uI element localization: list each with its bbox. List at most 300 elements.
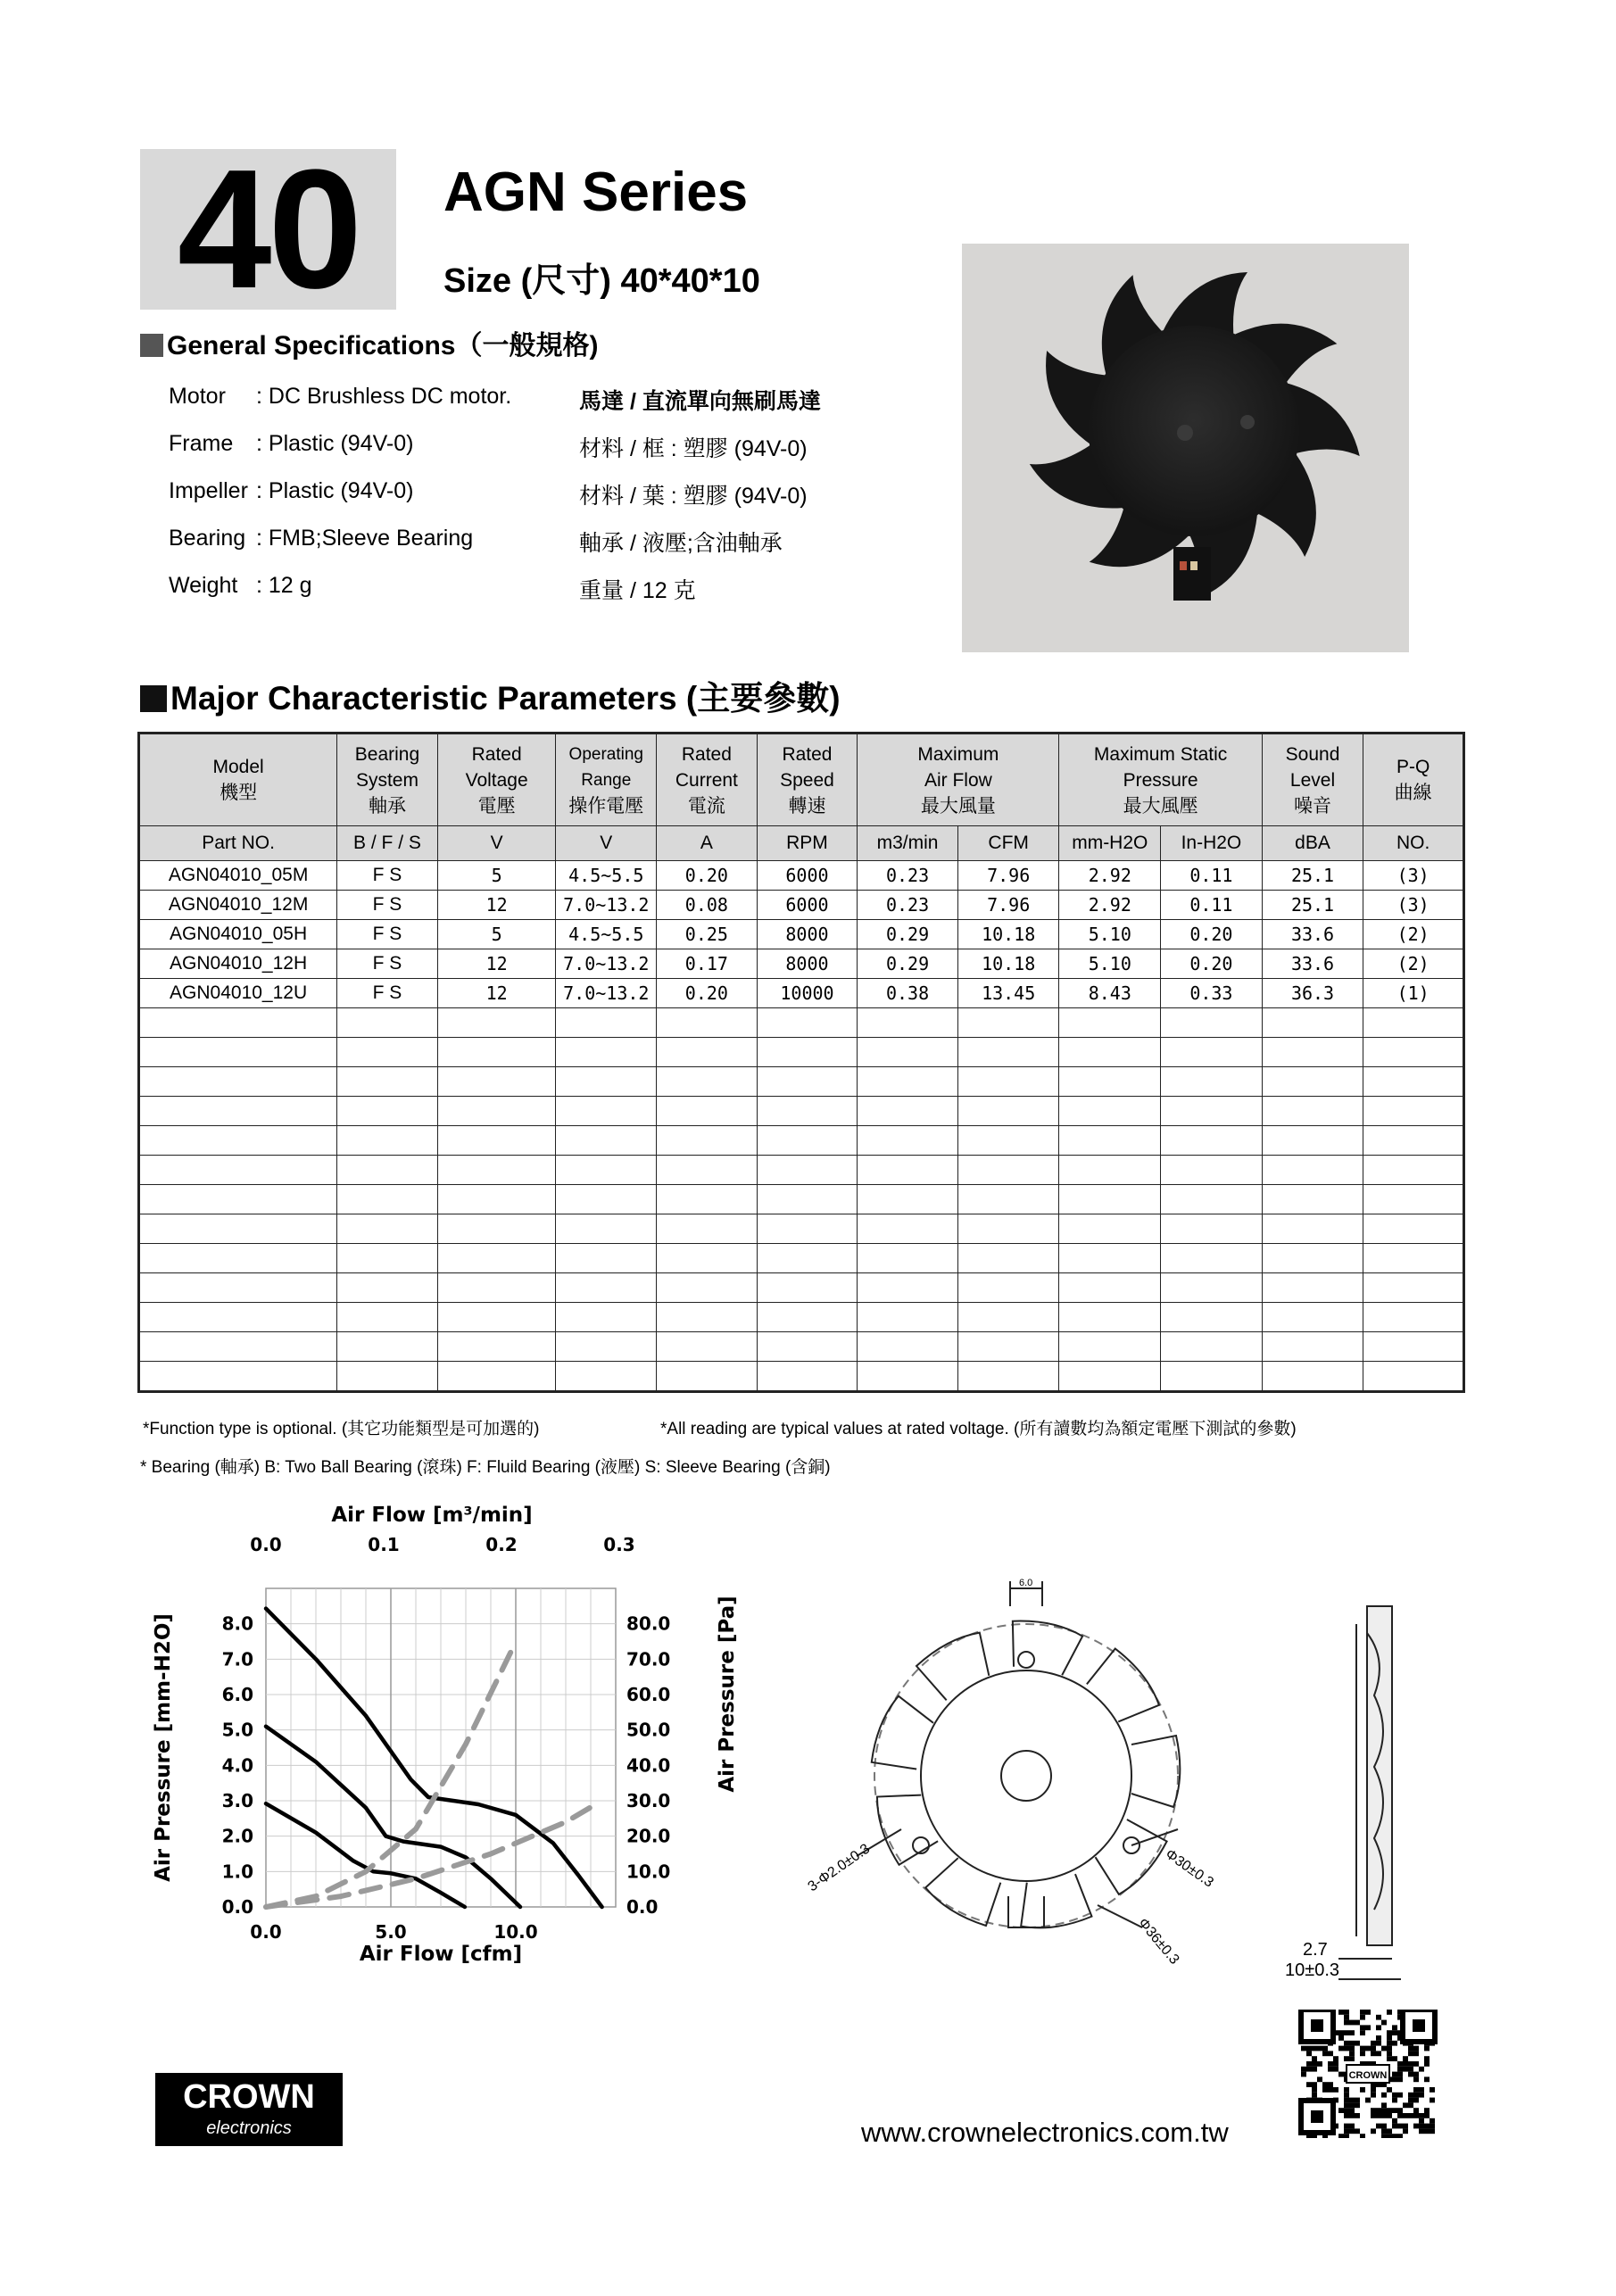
- size-label: Size (尺寸) 40*40*10: [443, 262, 760, 300]
- table-empty-cell: [657, 1273, 758, 1303]
- table-cell: 0.11: [1161, 861, 1263, 891]
- fan-photo: [962, 244, 1409, 652]
- qr-cell: [1344, 2010, 1349, 2015]
- table-empty-cell: [957, 1244, 1059, 1273]
- table-empty-cell: [657, 1185, 758, 1214]
- spec-value: : Plastic (94V-0): [256, 478, 414, 503]
- table-empty-cell: [556, 1244, 657, 1273]
- qr-cell: [1338, 2046, 1344, 2051]
- qr-cell: [1371, 2093, 1376, 2098]
- table-cell: 7.0~13.2: [556, 949, 657, 979]
- qr-cell: [1413, 2108, 1419, 2113]
- table-cell: AGN04010_12M: [139, 891, 337, 920]
- y-left-tick: 4.0: [221, 1754, 253, 1777]
- table-empty-cell: [1363, 1214, 1464, 1244]
- qr-cell: [1349, 2098, 1355, 2103]
- x-top-tick: 0.1: [368, 1534, 400, 1555]
- table-cell: 7.96: [957, 891, 1059, 920]
- table-unit-row: [139, 826, 1464, 861]
- qr-cell: [1301, 2046, 1306, 2051]
- table-empty-cell: [858, 1332, 958, 1362]
- qr-cell: [1419, 2128, 1424, 2134]
- table-empty-cell: [1262, 1273, 1363, 1303]
- dim-slot: 6.0: [1019, 1578, 1033, 1588]
- table-header-cell: [657, 734, 758, 826]
- qr-cell: [1349, 2113, 1355, 2118]
- table-empty-row: [139, 1126, 1464, 1156]
- table-empty-cell: [1363, 1273, 1464, 1303]
- table-empty-cell: [556, 1303, 657, 1332]
- dim-side-2: 10±0.3: [1285, 1960, 1340, 1980]
- table-empty-cell: [1059, 1185, 1161, 1214]
- table-header-cell: [139, 734, 337, 826]
- table-row: [139, 861, 1464, 891]
- table-cell: 8000: [757, 949, 858, 979]
- qr-cell: [1322, 2082, 1328, 2087]
- table-empty-cell: [957, 1185, 1059, 1214]
- header-line: P-Q: [1396, 757, 1430, 777]
- qr-cell: [1344, 2108, 1349, 2113]
- table-cell: 8000: [757, 920, 858, 949]
- qr-cell: [1344, 2041, 1349, 2046]
- table-empty-cell: [1161, 1156, 1263, 1185]
- qr-cell: [1381, 2134, 1387, 2138]
- table-empty-cell: [957, 1303, 1059, 1332]
- table-empty-row: [139, 1185, 1464, 1214]
- table-empty-cell: [957, 1332, 1059, 1362]
- qr-cell: [1333, 2061, 1338, 2067]
- table-empty-cell: [657, 1362, 758, 1392]
- table-empty-cell: [437, 1156, 556, 1185]
- table-cell: AGN04010_12U: [139, 979, 337, 1008]
- table-cell: 2.92: [1059, 861, 1161, 891]
- table-unit-cell: B / F / S: [337, 826, 438, 861]
- qr-cell: [1376, 2051, 1381, 2056]
- qr-cell: [1397, 2067, 1403, 2072]
- qr-cell: [1419, 2118, 1424, 2124]
- table-row: [139, 979, 1464, 1008]
- table-cell: 33.6: [1262, 949, 1363, 979]
- qr-cell: [1413, 2076, 1419, 2082]
- table-empty-cell: [437, 1214, 556, 1244]
- table-empty-cell: [757, 1008, 858, 1038]
- qr-cell: [1312, 2093, 1317, 2098]
- qr-cell: [1360, 2030, 1365, 2035]
- table-empty-cell: [1059, 1362, 1161, 1392]
- table-empty-cell: [139, 1185, 337, 1214]
- qr-cell: [1387, 2051, 1392, 2056]
- qr-cell: [1344, 2056, 1349, 2061]
- table-cell: 0.29: [858, 949, 958, 979]
- table-empty-cell: [437, 1097, 556, 1126]
- qr-cell: [1365, 2046, 1371, 2051]
- qr-cell: [1397, 2124, 1403, 2129]
- spec-label: Motor: [169, 384, 226, 409]
- drawing-blade: [1005, 1617, 1083, 1677]
- qr-cell: [1381, 2128, 1387, 2134]
- table-empty-cell: [957, 1038, 1059, 1067]
- qr-cell: [1381, 2124, 1387, 2129]
- y-left-tick: 6.0: [221, 1684, 253, 1705]
- qr-cell: [1392, 2076, 1397, 2082]
- qr-cell: [1408, 2113, 1413, 2118]
- table-empty-cell: [337, 1067, 438, 1097]
- table-empty-cell: [437, 1185, 556, 1214]
- qr-cell: [1397, 2134, 1403, 2138]
- qr-cell: [1301, 2072, 1306, 2077]
- table-empty-cell: [1262, 1067, 1363, 1097]
- table-cell: 6000: [757, 891, 858, 920]
- y-right-tick: 20.0: [626, 1825, 671, 1847]
- qr-cell: [1403, 2102, 1408, 2108]
- x-top-label: Air Flow [m³/min]: [331, 1504, 533, 1527]
- qr-cell: [1338, 2030, 1344, 2035]
- table-empty-cell: [1161, 1067, 1263, 1097]
- spec-label: Bearing: [169, 526, 246, 551]
- qr-cell: [1387, 2087, 1392, 2093]
- header-line: Rated: [471, 743, 522, 765]
- pq-chart: [143, 1499, 750, 1981]
- table-empty-cell: [957, 1067, 1059, 1097]
- parameters-table: [137, 732, 1465, 1393]
- table-empty-cell: [957, 1362, 1059, 1392]
- header-line: 噪音: [1294, 795, 1332, 816]
- table-empty-cell: [437, 1008, 556, 1038]
- qr-cell: [1338, 2035, 1344, 2041]
- table-cell: 7.96: [957, 861, 1059, 891]
- table-cell: 0.38: [858, 979, 958, 1008]
- table-unit-cell: NO.: [1363, 826, 1464, 861]
- table-empty-cell: [337, 1156, 438, 1185]
- table-empty-cell: [1262, 1214, 1363, 1244]
- table-empty-cell: [1262, 1244, 1363, 1273]
- table-empty-row: [139, 1244, 1464, 1273]
- y-right-tick: 30.0: [626, 1790, 671, 1811]
- qr-cell: [1360, 2051, 1365, 2056]
- table-empty-cell: [1161, 1362, 1263, 1392]
- qr-cell: [1360, 2015, 1365, 2020]
- qr-cell: [1371, 2128, 1376, 2134]
- table-empty-cell: [337, 1097, 438, 1126]
- qr-cell: [1355, 2113, 1360, 2118]
- y-left-tick: 3.0: [221, 1790, 253, 1811]
- qr-cell: [1349, 2102, 1355, 2108]
- size-number: 40: [140, 149, 396, 310]
- table-row: [139, 949, 1464, 979]
- qr-cell: [1328, 2051, 1333, 2056]
- table-empty-cell: [556, 1126, 657, 1156]
- qr-cell: [1349, 2051, 1355, 2056]
- table-cell: F S: [337, 861, 438, 891]
- qr-cell: [1344, 2046, 1349, 2051]
- qr-cell: [1387, 2046, 1392, 2051]
- website-url[interactable]: www.crownelectronics.com.tw: [861, 2117, 1229, 2148]
- table-empty-cell: [337, 1303, 438, 1332]
- qr-cell: [1387, 2108, 1392, 2113]
- table-cell: 2.92: [1059, 891, 1161, 920]
- x-top-tick: 0.2: [485, 1534, 518, 1555]
- header-line: Pressure: [1123, 769, 1198, 791]
- header-line: Bearing: [354, 743, 420, 765]
- note-function: *Function type is optional. (其它功能類型是可加選的): [143, 1420, 540, 1438]
- table-empty-row: [139, 1332, 1464, 1362]
- table-empty-cell: [1161, 1038, 1263, 1067]
- table-unit-cell: m3/min: [858, 826, 958, 861]
- table-empty-cell: [757, 1038, 858, 1067]
- table-unit-cell: V: [437, 826, 556, 861]
- qr-cell: [1408, 2102, 1413, 2108]
- table-unit-cell: V: [556, 826, 657, 861]
- qr-cell: [1392, 2093, 1397, 2098]
- qr-cell: [1301, 2067, 1306, 2072]
- qr-cell: [1403, 2067, 1408, 2072]
- table-empty-cell: [657, 1156, 758, 1185]
- header-line: 電壓: [477, 795, 516, 816]
- table-unit-cell: In-H2O: [1161, 826, 1263, 861]
- qr-cell: [1397, 2093, 1403, 2098]
- qr-cell: [1381, 2093, 1387, 2098]
- table-empty-cell: [1161, 1303, 1263, 1332]
- table-empty-cell: [337, 1332, 438, 1362]
- qr-cell: [1397, 2108, 1403, 2113]
- qr-cell: [1338, 2072, 1344, 2077]
- qr-cell: [1381, 2020, 1387, 2026]
- qr-finder-core: [1413, 2019, 1425, 2032]
- table-empty-cell: [1059, 1038, 1161, 1067]
- table-empty-cell: [1363, 1008, 1464, 1038]
- qr-cell: [1365, 2098, 1371, 2103]
- qr-cell: [1322, 2051, 1328, 2056]
- qr-cell: [1408, 2067, 1413, 2072]
- table-empty-cell: [337, 1244, 438, 1273]
- qr-cell: [1408, 2061, 1413, 2067]
- qr-cell: [1376, 2108, 1381, 2113]
- table-empty-cell: [1262, 1303, 1363, 1332]
- table-empty-cell: [858, 1214, 958, 1244]
- dim-side-1: 2.7: [1303, 1940, 1328, 1960]
- qr-cell: [1419, 2067, 1424, 2072]
- qr-cell: [1328, 2061, 1333, 2067]
- table-cell: 10.18: [957, 949, 1059, 979]
- center-hole: [1001, 1751, 1051, 1801]
- y-left-tick: 1.0: [221, 1861, 253, 1883]
- y-left-label: Air Pressure [mm-H2O]: [152, 1613, 175, 1882]
- table-cell: 5: [437, 861, 556, 891]
- table-empty-cell: [1363, 1185, 1464, 1214]
- qr-cell: [1360, 2087, 1365, 2093]
- qr-cell: [1392, 2030, 1397, 2035]
- table-empty-cell: [139, 1244, 337, 1273]
- qr-cell: [1349, 2046, 1355, 2051]
- qr-cell: [1328, 2082, 1333, 2087]
- qr-cell: [1338, 2134, 1344, 2138]
- table-empty-cell: [757, 1332, 858, 1362]
- spec-value: : DC Brushless DC motor.: [256, 384, 512, 409]
- table-empty-cell: [1262, 1126, 1363, 1156]
- header-line: 電流: [687, 795, 725, 816]
- qr-cell: [1349, 2020, 1355, 2026]
- qr-cell: [1392, 2072, 1397, 2077]
- qr-cell: [1424, 2128, 1430, 2134]
- spec-label: Weight: [169, 573, 238, 598]
- table-header-cell: [437, 734, 556, 826]
- qr-cell: [1430, 2124, 1435, 2129]
- table-empty-cell: [1161, 1008, 1263, 1038]
- drawing-blade: [915, 1627, 1000, 1704]
- qr-cell: [1387, 2128, 1392, 2134]
- table-cell: 7.0~13.2: [556, 979, 657, 1008]
- table-cell: 6000: [757, 861, 858, 891]
- qr-cell: [1344, 2098, 1349, 2103]
- qr-cell: [1387, 2134, 1392, 2138]
- table-cell: 0.20: [1161, 920, 1263, 949]
- table-cell: 25.1: [1262, 861, 1363, 891]
- table-unit-cell: RPM: [757, 826, 858, 861]
- qr-cell: [1338, 2010, 1344, 2015]
- qr-cell: [1381, 2102, 1387, 2108]
- table-empty-cell: [1059, 1244, 1161, 1273]
- table-empty-cell: [139, 1156, 337, 1185]
- qr-cell: [1312, 2056, 1317, 2061]
- qr-cell: [1349, 2030, 1355, 2035]
- table-empty-cell: [437, 1362, 556, 1392]
- table-empty-row: [139, 1097, 1464, 1126]
- qr-cell: [1322, 2087, 1328, 2093]
- table-cell: 36.3: [1262, 979, 1363, 1008]
- header-line: 曲線: [1394, 783, 1432, 803]
- qr-cell: [1424, 2076, 1430, 2082]
- table-empty-cell: [337, 1273, 438, 1303]
- table-empty-cell: [1363, 1097, 1464, 1126]
- qr-cell: [1424, 2046, 1430, 2051]
- table-header-cell: [858, 734, 1059, 826]
- table-empty-cell: [139, 1097, 337, 1126]
- table-cell: 0.23: [858, 891, 958, 920]
- table-empty-cell: [139, 1067, 337, 1097]
- table-empty-cell: [437, 1126, 556, 1156]
- table-unit-cell: mm-H2O: [1059, 826, 1161, 861]
- qr-cell: [1387, 2030, 1392, 2035]
- spec-value-cn: 材料 / 葉 : 塑膠 (94V-0): [579, 484, 808, 509]
- qr-cell: [1403, 2113, 1408, 2118]
- qr-cell: [1344, 2020, 1349, 2026]
- qr-cell: [1371, 2051, 1376, 2056]
- table-cell: AGN04010_12H: [139, 949, 337, 979]
- qr-cell: [1333, 2087, 1338, 2093]
- x-top-tick: 0.3: [603, 1534, 635, 1555]
- spec-label: Impeller: [169, 478, 248, 503]
- table-empty-cell: [858, 1303, 958, 1332]
- table-empty-cell: [957, 1214, 1059, 1244]
- crown-logo: [155, 2073, 343, 2146]
- qr-cell: [1392, 2108, 1397, 2113]
- qr-cell: [1317, 2046, 1322, 2051]
- qr-cell: [1360, 2046, 1365, 2051]
- table-empty-cell: [1161, 1126, 1263, 1156]
- table-cell: 0.17: [657, 949, 758, 979]
- y-left-tick: 5.0: [221, 1719, 253, 1741]
- qr-cell: [1371, 2113, 1376, 2118]
- table-cell: 0.33: [1161, 979, 1263, 1008]
- qr-cell: [1392, 2025, 1397, 2030]
- qr-cell: [1408, 2072, 1413, 2077]
- qr-cell: [1413, 2113, 1419, 2118]
- table-empty-cell: [1059, 1303, 1161, 1332]
- spec-value-cn: 馬達 / 直流單向無刷馬達: [579, 389, 821, 414]
- table-empty-cell: [1161, 1097, 1263, 1126]
- logo-line-2: electronics: [206, 2118, 292, 2138]
- qr-cell: [1413, 2124, 1419, 2129]
- qr-cell: [1344, 2113, 1349, 2118]
- table-row: [139, 891, 1464, 920]
- table-empty-cell: [1161, 1185, 1263, 1214]
- table-cell: F S: [337, 949, 438, 979]
- table-empty-cell: [657, 1008, 758, 1038]
- table-empty-cell: [1059, 1214, 1161, 1244]
- qr-finder-core: [1311, 2019, 1323, 2032]
- table-cell: AGN04010_05M: [139, 861, 337, 891]
- qr-cell: [1376, 2025, 1381, 2030]
- qr-finder-core: [1311, 2110, 1323, 2123]
- qr-cell: [1333, 2056, 1338, 2061]
- table-cell: 12: [437, 891, 556, 920]
- qr-cell: [1397, 2072, 1403, 2077]
- qr-cell: [1413, 2093, 1419, 2098]
- header-line: Level: [1289, 769, 1336, 791]
- table-empty-cell: [139, 1008, 337, 1038]
- table-empty-cell: [1363, 1303, 1464, 1332]
- qr-cell: [1349, 2041, 1355, 2046]
- table-empty-cell: [757, 1303, 858, 1332]
- table-empty-cell: [858, 1097, 958, 1126]
- header-line: Model: [212, 757, 264, 777]
- note-reading: *All reading are typical values at rated voltage. (所有讀數均為額定電壓下測試的參數): [660, 1420, 1297, 1438]
- table-empty-cell: [1059, 1067, 1161, 1097]
- qr-cell: [1360, 2134, 1365, 2138]
- table-empty-cell: [1363, 1362, 1464, 1392]
- header-line: Speed: [780, 769, 834, 791]
- qr-cell: [1403, 2061, 1408, 2067]
- table-cell: 12: [437, 979, 556, 1008]
- table-cell: (2): [1363, 949, 1464, 979]
- header-line: 操作電壓: [568, 795, 644, 816]
- table-empty-cell: [957, 1126, 1059, 1156]
- qr-cell: [1381, 2108, 1387, 2113]
- qr-cell: [1344, 2087, 1349, 2093]
- qr-cell: [1317, 2061, 1322, 2067]
- table-empty-cell: [1059, 1332, 1161, 1362]
- qr-cell: [1419, 2113, 1424, 2118]
- qr-cell: [1397, 2113, 1403, 2118]
- table-empty-cell: [858, 1008, 958, 1038]
- table-empty-cell: [556, 1214, 657, 1244]
- x-tick: 10.0: [493, 1921, 538, 1943]
- table-empty-cell: [858, 1156, 958, 1185]
- qr-cell: [1355, 2020, 1360, 2026]
- table-empty-cell: [437, 1244, 556, 1273]
- qr-cell: [1430, 2087, 1435, 2093]
- qr-cell: [1430, 2098, 1435, 2103]
- table-empty-cell: [957, 1097, 1059, 1126]
- qr-cell: [1387, 2035, 1392, 2041]
- header-line: 最大風量: [920, 795, 996, 816]
- table-cell: 25.1: [1262, 891, 1363, 920]
- qr-cell: [1376, 2124, 1381, 2129]
- table-empty-cell: [1262, 1008, 1363, 1038]
- table-header-cell: [1262, 734, 1363, 826]
- table-empty-cell: [556, 1273, 657, 1303]
- table-cell: (3): [1363, 861, 1464, 891]
